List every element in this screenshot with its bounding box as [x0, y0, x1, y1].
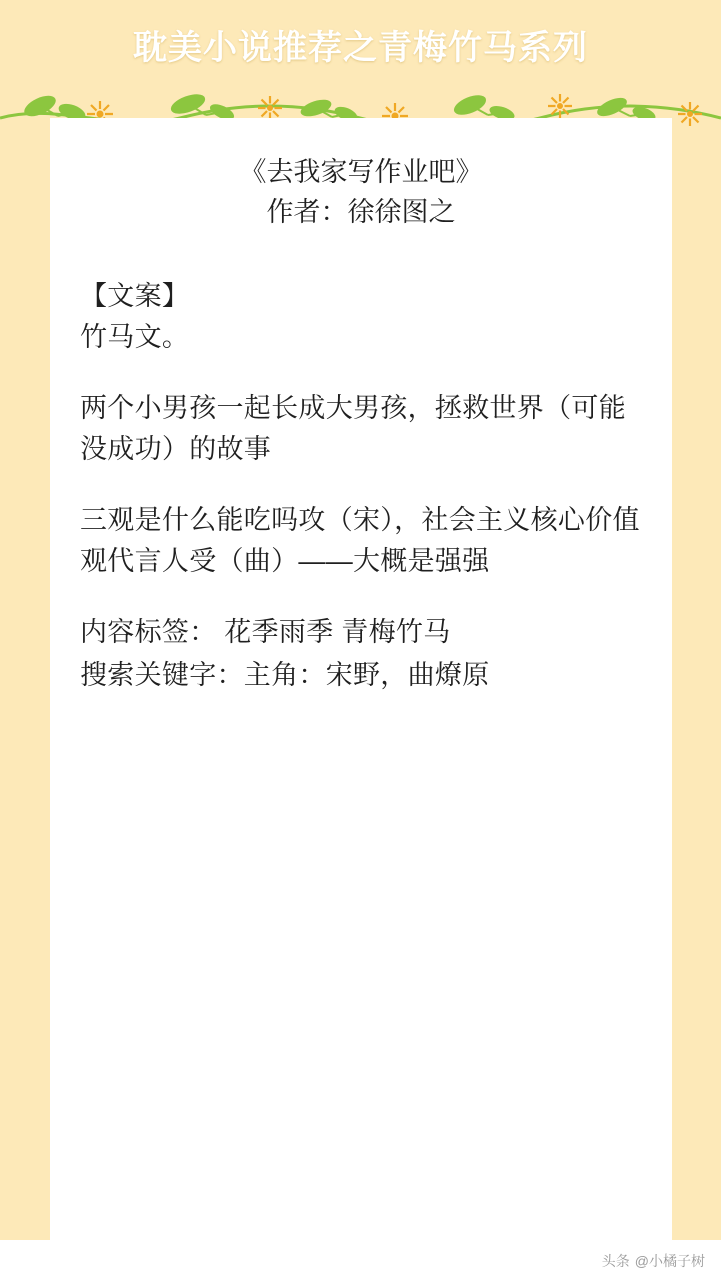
- content-card: [50, 118, 672, 1240]
- paragraph-plot: 两个小男孩一起长成大男孩，拯救世界（可能没成功）的故事: [80, 393, 626, 464]
- paragraph-content-tags: 内容标签： 花季雨季 青梅竹马: [80, 617, 451, 647]
- toutiao-logo-icon: 头条: [601, 1253, 630, 1269]
- banner: [0, 0, 721, 88]
- footer-watermark: [0, 1240, 721, 1282]
- watermark-account-name: @小橘子树: [634, 1253, 705, 1269]
- body-block: [80, 276, 642, 696]
- paragraph-synopsis-header: 【文案】: [80, 281, 190, 311]
- paragraph-search-keywords: 搜索关键字：主角：宋野，曲燎原: [80, 660, 490, 690]
- paragraph-characters: 三观是什么能吃吗攻（宋），社会主义核心价值观代言人受（曲）——大概是强强: [80, 505, 640, 576]
- banner-title: 耽美小说推荐之青梅竹马系列: [133, 28, 588, 67]
- novel-title: 《去我家写作业吧》: [239, 157, 483, 187]
- novel-author: 作者：徐徐图之: [266, 197, 456, 227]
- title-block: [80, 152, 642, 232]
- paragraph-genre: 竹马文。: [80, 322, 190, 352]
